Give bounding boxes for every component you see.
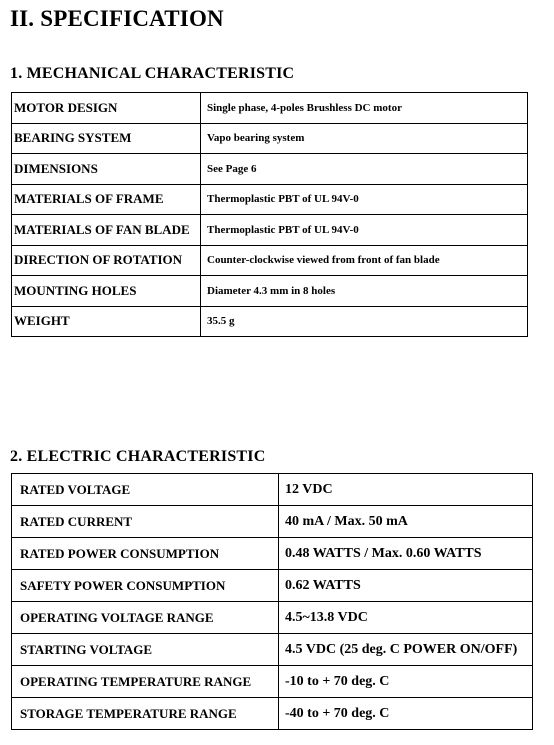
spec-label: MATERIALS OF FAN BLADE [12, 215, 201, 246]
mechanical-heading: 1. MECHANICAL CHARACTERISTIC [10, 65, 295, 82]
table-row [12, 666, 533, 698]
electric-table [11, 473, 533, 730]
table-row [12, 698, 533, 730]
spec-label: OPERATING TEMPERATURE RANGE [12, 666, 279, 698]
spec-value: 4.5~13.8 VDC [279, 602, 533, 634]
spec-label: BEARING SYSTEM [12, 123, 201, 154]
spec-value: 0.62 WATTS [279, 570, 533, 602]
spec-label: DIMENSIONS [12, 154, 201, 185]
table-row [12, 93, 528, 124]
table-row [12, 215, 528, 246]
spec-value: Counter-clockwise viewed from front of fan blade [201, 245, 528, 276]
table-row [12, 634, 533, 666]
spec-value: -10 to + 70 deg. C [279, 666, 533, 698]
table-row [12, 184, 528, 215]
spec-label: MOTOR DESIGN [12, 93, 201, 124]
table-row [12, 306, 528, 337]
table-row [12, 154, 528, 185]
spec-label: DIRECTION OF ROTATION [12, 245, 201, 276]
table-row [12, 506, 533, 538]
spec-value: Single phase, 4-poles Brushless DC motor [201, 93, 528, 124]
spec-value: 4.5 VDC (25 deg. C POWER ON/OFF) [279, 634, 533, 666]
mechanical-table [11, 92, 528, 337]
table-row [12, 123, 528, 154]
spec-value: See Page 6 [201, 154, 528, 185]
spec-value: 12 VDC [279, 474, 533, 506]
spec-value: Vapo bearing system [201, 123, 528, 154]
spec-label: MOUNTING HOLES [12, 276, 201, 307]
spec-value: Diameter 4.3 mm in 8 holes [201, 276, 528, 307]
spec-label: RATED VOLTAGE [12, 474, 279, 506]
table-row [12, 570, 533, 602]
electric-heading: 2. ELECTRIC CHARACTERISTIC [10, 448, 266, 465]
spec-value: -40 to + 70 deg. C [279, 698, 533, 730]
spec-label: OPERATING VOLTAGE RANGE [12, 602, 279, 634]
spec-label: RATED CURRENT [12, 506, 279, 538]
table-row [12, 602, 533, 634]
spec-value: 0.48 WATTS / Max. 0.60 WATTS [279, 538, 533, 570]
spec-label: WEIGHT [12, 306, 201, 337]
spec-label: MATERIALS OF FRAME [12, 184, 201, 215]
table-row [12, 538, 533, 570]
spec-value: 35.5 g [201, 306, 528, 337]
spec-label: SAFETY POWER CONSUMPTION [12, 570, 279, 602]
spec-value: Thermoplastic PBT of UL 94V-0 [201, 215, 528, 246]
spec-label: RATED POWER CONSUMPTION [12, 538, 279, 570]
spec-value: 40 mA / Max. 50 mA [279, 506, 533, 538]
table-row [12, 474, 533, 506]
spec-label: STORAGE TEMPERATURE RANGE [12, 698, 279, 730]
table-row [12, 276, 528, 307]
page-title: II. SPECIFICATION [10, 6, 224, 31]
spec-value: Thermoplastic PBT of UL 94V-0 [201, 184, 528, 215]
table-row [12, 245, 528, 276]
spec-label: STARTING VOLTAGE [12, 634, 279, 666]
